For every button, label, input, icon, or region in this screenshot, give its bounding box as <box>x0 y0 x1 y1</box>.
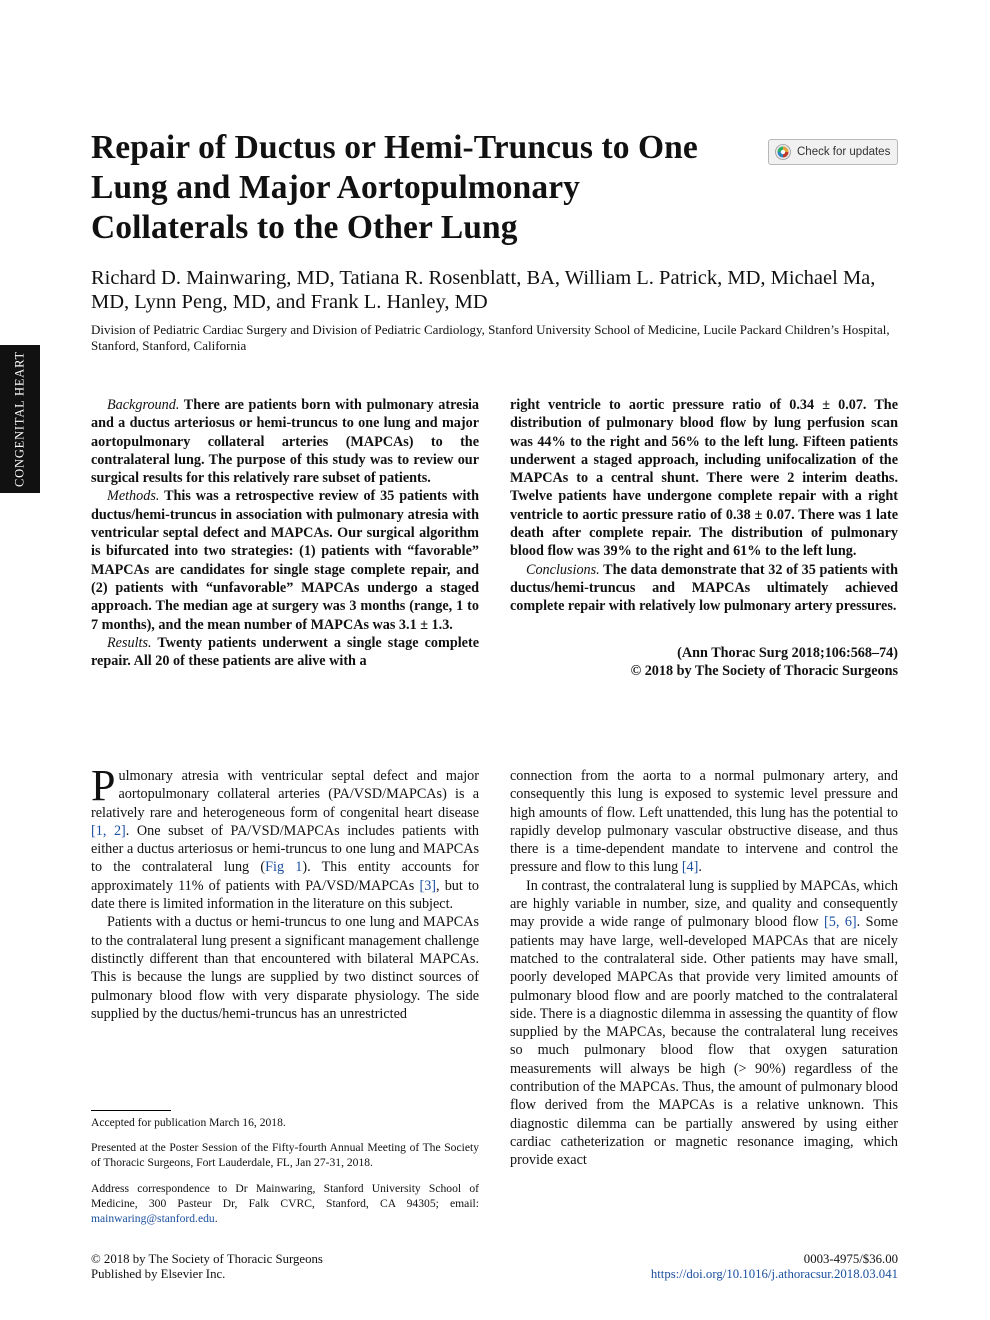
author-email-link[interactable]: mainwaring@stanford.edu <box>91 1212 215 1226</box>
footnote-address-text: Address correspondence to Dr Mainwaring, Stanford University School of Medicine, 300 Pasteur Dr, Falk CVRC, Stanford, CA 94305; email: <box>91 1181 479 1210</box>
body-paragraph-3 <box>510 767 898 877</box>
abstract-methods-label: Methods. <box>107 488 160 505</box>
reference-link-4[interactable]: [4] <box>681 859 699 876</box>
check-for-updates-label: Check for updates <box>797 146 891 158</box>
footnote-divider <box>91 1110 171 1111</box>
body-text: . One subset of PA/VSD/MAPCAs includes patients with either a ductus arteriosus or hemi-truncus to one lung and MAPCAs to the contralateral lung ( <box>91 822 479 876</box>
abstract-results-continued: right ventricle to aortic pressure ratio of 0.34 ± 0.07. The distribution of pulmonary blood flow by lung perfusion scan was 44% to the right and 56% to the left lung. Fifteen patients underwent a staged approach, including unifocalization of the MAPCAs to a central shunt. There were 2 interim deaths. Twelve patients have undergone complete repair with a right ventricle to aortic pressure ratio of 0.38 ± 0.07. There was 1 late death after complete repair. The distribution of pulmonary blood flow was 39% to the right and 61% to the left lung. <box>510 397 898 560</box>
abstract-methods-text: This was a retrospective review of 35 patients with ductus/hemi-truncus in association with pulmonary atresia with ventricular septal defect and MAPCAs. Our surgical algorithm is bifurcated into two strategies: (1) patients with “favorable” MAPCAs are candidates for single stage complete repair, and (2) patients with “unfavorable” MAPCAs undergo a staged approach. The median age at surgery was 3 months (range, 1 to 7 months), and the mean number of MAPCAs was 3.1 ± 1.3. <box>91 488 479 633</box>
abstract-conclusions-label: Conclusions. <box>526 561 600 578</box>
body-paragraph-2: Patients with a ductus or hemi-truncus to one lung and MAPCAs to the contralateral lung present a significant management challenge distinctly different than that encountered with bilateral MAPCAs. This is because the lungs are supplied by two distinct sources of pulmonary blood flow with very disparate physiology. The side supplied by the ductus/hemi-truncus has an unrestricted <box>91 914 479 1022</box>
footnotes <box>91 1115 479 1236</box>
abstract-copyright: © 2018 by The Society of Thoracic Surgeons <box>630 662 898 679</box>
body-paragraph-4 <box>510 877 898 1170</box>
check-for-updates-button[interactable] <box>768 139 898 165</box>
figure-1-link[interactable]: Fig 1 <box>265 859 303 876</box>
abstract-right-column <box>510 396 898 680</box>
abstract-results <box>91 634 479 671</box>
footer-right <box>651 1252 898 1282</box>
body-text: , but to date there is limited information in the literature on this subject. <box>91 877 479 913</box>
abstract-background-text: There are patients born with pulmonary atresia and a ductus arteriosus or hemi-truncus to one lung and major aortopulmonary collateral arteries (MAPCAs) to the contralateral lung. The purpose of this study was to review our surgical results for this relatively rare subset of patients. <box>91 397 480 487</box>
reference-link-1-2[interactable]: [1, 2] <box>91 822 126 839</box>
body-text: In contrast, the contralateral lung is supplied by MAPCAs, which are highly variable in number, size, and quality and consequently may provide a wide range of pulmonary blood flow <box>510 877 898 931</box>
footer-left <box>91 1252 323 1282</box>
body-text: connection from the aorta to a normal pulmonary artery, and consequently this lung is exposed to systemic level pressure and high amounts of flow. Left unattended, this lung has the potential to rapidly develop pulmonary vascular obstructive disease, and thus there is a time-dependent mandate to intervene and control the pressure and flow to this lung <box>510 768 898 876</box>
body-right-column <box>510 767 898 1170</box>
doi-link[interactable]: https://doi.org/10.1016/j.athoracsur.2018.03.041 <box>650 1267 898 1281</box>
footer-copyright: © 2018 by The Society of Thoracic Surgeons <box>91 1252 323 1266</box>
abstract-conclusions-text: The data demonstrate that 32 of 35 patients with ductus/hemi-truncus and MAPCAs ultimately achieved complete repair with relatively low pulmonary artery pressures. <box>510 561 898 615</box>
article-title: Repair of Ductus or Hemi-Truncus to One Lung and Major Aortopulmonary Collaterals to the Other Lung <box>91 129 698 246</box>
footnote-accepted: Accepted for publication March 16, 2018. <box>91 1116 286 1129</box>
footer-issn: 0003-4975/$36.00 <box>803 1252 898 1266</box>
body-text: . <box>698 859 702 876</box>
abstract-methods <box>91 487 479 633</box>
abstract-background-label: Background. <box>107 397 180 413</box>
body-paragraph-1 <box>91 761 479 913</box>
body-text: ulmonary atresia with ventricular septal defect and major aortopulmonary collateral arteries (PA/VSD/MAPCAs) is a relatively rare and heterogeneous form of congenital heart disease <box>91 768 479 821</box>
author-list: Richard D. Mainwaring, MD, Tatiana R. Rosenblatt, BA, William L. Patrick, MD, Michael Ma, MD, Lynn Peng, MD, and Frank L. Hanley, MD <box>91 267 876 313</box>
reference-link-5-6[interactable]: [5, 6] <box>824 914 857 931</box>
abstract-background <box>91 396 479 487</box>
check-updates-icon <box>775 144 791 160</box>
footer-publisher: Published by Elsevier Inc. <box>91 1267 226 1281</box>
abstract-conclusions <box>510 561 898 616</box>
affiliation: Division of Pediatric Cardiac Surgery and Division of Pediatric Cardiology, Stanford University School of Medicine, Lucile Packard Children’s Hospital, Stanford, Stanford, California <box>91 322 890 353</box>
footnote-address-end: . <box>214 1212 218 1226</box>
body-text: . Some patients may have large, well-developed MAPCAs that are nicely matched to the contralateral side. Other patients may have small, poorly developed MAPCAs that provide very limited amounts of pulmonary blood flow and are poorly matched to the contralateral side. There is a diagnostic dilemma in assessing the quantity of flow supplied by the MAPCAs, because the contralateral lung receives so much pulmonary blood flow that oxygen saturation measurements will always be high (> 90%) regardless of the contribution of the MAPCAs. Thus, the amount of pulmonary blood flow derived from the MAPCAs is a relative unknown. This diagnostic dilemma can be partially answered by using either cardiac catheterization or magnetic resonance imaging, which provide exact <box>510 914 898 1169</box>
footnote-presented: Presented at the Poster Session of the Fifty-fourth Annual Meeting of The Society of Thoracic Surgeons, Fort Lauderdale, FL, Jan 27-31, 2018. <box>91 1141 479 1170</box>
reference-link-3[interactable]: [3] <box>419 877 437 894</box>
journal-citation: (Ann Thorac Surg 2018;106:568–74) <box>677 644 898 661</box>
drop-cap: P <box>91 761 116 810</box>
abstract-results-label: Results. <box>107 634 152 651</box>
abstract-results-text: Twenty patients underwent a single stage complete repair. All 20 of these patients are alive with a <box>91 634 479 670</box>
section-side-tab <box>0 345 40 493</box>
abstract-left-column <box>91 396 479 670</box>
body-text: ). This entity accounts for approximately 11% of patients with PA/VSD/MAPCAs <box>91 859 479 894</box>
body-left-column <box>91 761 479 1023</box>
footnote-address <box>91 1181 479 1227</box>
section-side-tab-label: CONGENITAL HEART <box>12 351 27 487</box>
